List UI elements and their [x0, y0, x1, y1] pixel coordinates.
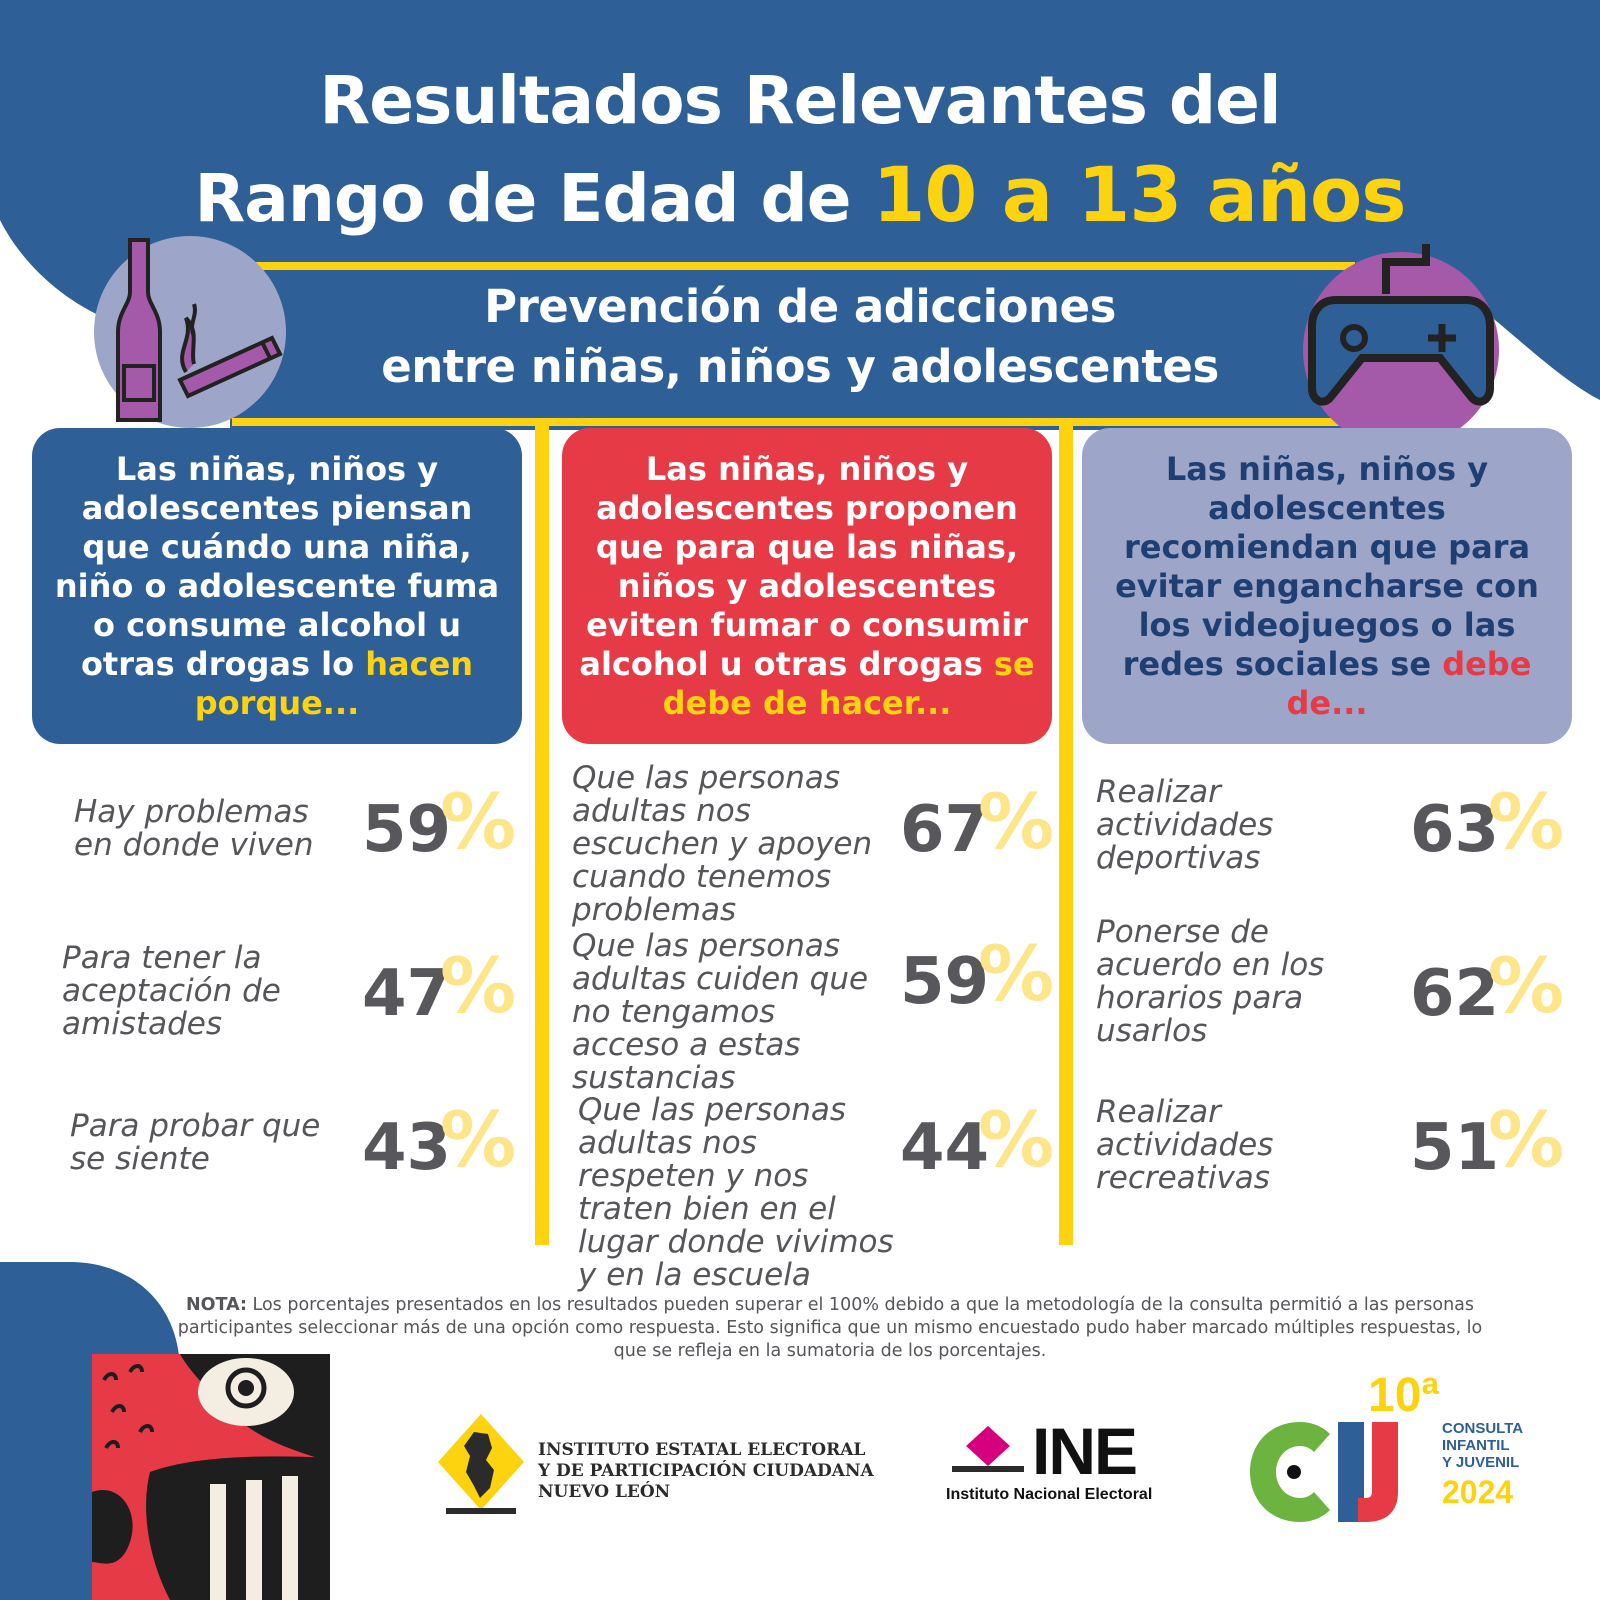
page-title-line2 [0, 150, 1600, 239]
percent-icon: % [1488, 777, 1565, 866]
cij-line2: INFANTIL [1442, 1437, 1510, 1454]
ieepc-name-line3: NUEVO LEÓN [538, 1482, 671, 1502]
column-heading-videogames: Las niñas, niños y adolescentes recomiendan que para evitar engancharse con los videojuegos o las redes sociales se debe de... [1082, 428, 1572, 744]
column-heading-prevention: Las niñas, niños y adolescentes proponen que para que las niñas, niños y adolescentes eviten fumar o consumir alcohol u otras drogas se debe de hacer... [562, 428, 1052, 744]
ine-wordmark: INE [1032, 1414, 1137, 1488]
percent-icon: % [440, 777, 517, 866]
header-divider [255, 262, 1355, 270]
percent-icon: % [1488, 941, 1565, 1030]
item-value: 51 [1410, 1111, 1500, 1185]
title-prefix: Rango de Edad de [194, 160, 851, 237]
percent-icon: % [440, 941, 517, 1030]
item-value: 44 [900, 1111, 990, 1185]
percent-icon: % [978, 1095, 1055, 1184]
column-divider-left [535, 425, 549, 1245]
cij-line1: CONSULTA [1442, 1420, 1524, 1437]
ieepc-name-line2: Y DE PARTICIPACIÓN CIUDADANA [538, 1461, 874, 1481]
addictions-illustration [90, 232, 290, 432]
page-title-line1: Resultados Relevantes del [319, 62, 1281, 139]
column-divider-right [1059, 425, 1073, 1245]
item-text: Realizar actividades recreativas [1096, 1094, 1274, 1196]
item-text: Que las personas adultas cuiden que no tengamos acceso a estas sustancias [572, 928, 869, 1096]
cij-name [1442, 1420, 1523, 1471]
footnote-label: NOTA: [185, 1295, 247, 1315]
ieepc-logo-icon [436, 1412, 526, 1522]
ieepc-name-line1: INSTITUTO ESTATAL ELECTORAL [538, 1440, 866, 1460]
subtitle-line2: entre niñas, niños y adolescentes [381, 340, 1219, 393]
item-text: Ponerse de acuerdo en los horarios para usarlos [1096, 914, 1325, 1049]
item-text: Hay problemas en donde viven [74, 794, 314, 863]
item-text: Para tener la aceptación de amistades [62, 940, 281, 1042]
subtitle-line1: Prevención de adicciones [484, 280, 1116, 333]
item-text: Que las personas adultas nos escuchen y apoyen cuando tenemos problemas [572, 760, 873, 928]
percent-icon: % [440, 1095, 517, 1184]
item-text: Que las personas adultas nos respeten y nos traten bien en el lugar donde vivimos y en la escuela [578, 1092, 894, 1293]
title-age-range: 10 a 13 años [872, 150, 1406, 239]
item-value: 43 [362, 1111, 452, 1185]
column-heading-causes: Las niñas, niños y adolescentes piensan que cuándo una niña, niño o adolescente fuma o consume alcohol u otras drogas lo hacen porque... [32, 428, 522, 744]
item-value: 47 [362, 957, 452, 1031]
item-value: 59 [362, 793, 452, 867]
cij-letters-icon [1248, 1420, 1438, 1524]
footnote-text: Los porcentajes presentados en los resultados pueden superar el 100% debido a que la metodología de la consulta permitió a las personas participantes seleccionar más de una opción como respuesta. Esto significa que un mismo encuestado pudo haber marcado múltiples respuestas, lo que se refleja en la sumatoria de los porcentajes. [177, 1295, 1483, 1361]
ine-name: Instituto Nacional Electoral [946, 1486, 1153, 1503]
item-text: Realizar actividades deportivas [1096, 774, 1274, 876]
item-value: 59 [900, 945, 990, 1019]
percent-icon: % [978, 777, 1055, 866]
percent-icon: % [978, 929, 1055, 1018]
ine-logo-icon [948, 1424, 1028, 1484]
footnote [170, 1294, 1490, 1363]
item-value: 63 [1410, 793, 1500, 867]
percent-icon: % [1488, 1095, 1565, 1184]
cij-line3: Y JUVENIL [1442, 1454, 1520, 1471]
cij-year: 2024 [1442, 1474, 1514, 1510]
item-value: 67 [900, 793, 990, 867]
cij-edition: 10ª [1368, 1369, 1440, 1422]
item-value: 62 [1410, 957, 1500, 1031]
game-controller-illustration [1296, 240, 1506, 450]
subtitle-underline [232, 418, 1372, 426]
item-text: Para probar que se siente [70, 1108, 321, 1177]
